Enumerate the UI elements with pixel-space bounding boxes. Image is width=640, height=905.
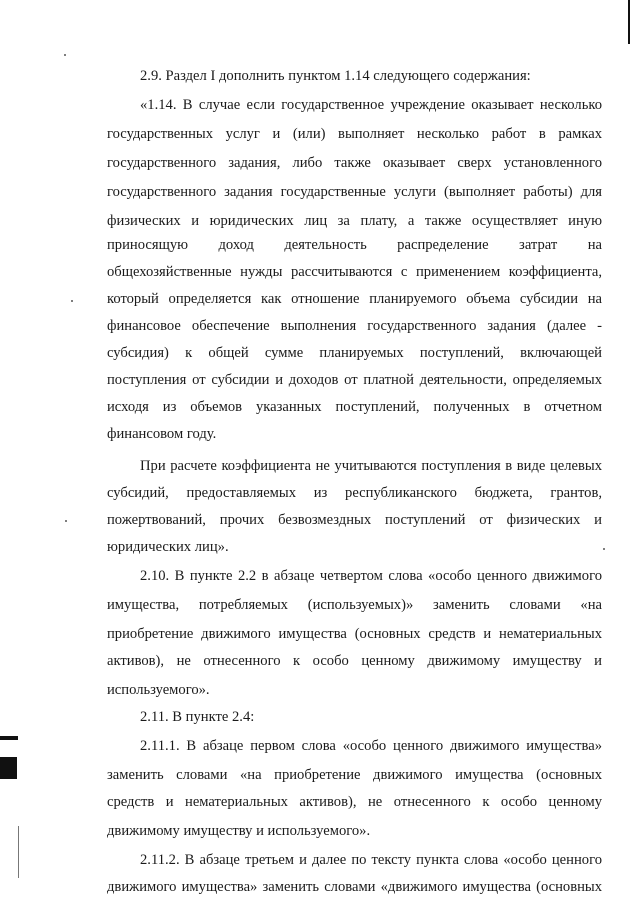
text-line: поступления от субсидии и доходов от платной деятельности, определяемых [107,372,602,388]
text-line: заменить словами «на приобретение движимого имущества (основных [107,767,602,783]
text-line: финансовое обеспечение выполнения государственного задания (далее - [107,318,602,334]
text-line: финансовом году. [107,426,217,442]
text-line: 2.11. В пункте 2.4: [140,709,255,725]
scan-speck [71,300,73,302]
text-line: государственного задания государственные услуги (выполняет работы) для [107,184,602,200]
text-line: имущества, потребляемых (используемых)» заменить словами «на [107,597,602,613]
text-line: который определяется как отношение планируемого объема субсидии на [107,291,602,307]
text-line: средств и нематериальных активов), не отнесенного к особо ценному [107,794,602,810]
text-line: субсидия) к общей сумме планируемых поступлений, включающей [107,345,602,361]
text-line: субсидий, предоставляемых из республиканского бюджета, грантов, [107,485,602,501]
text-line: общехозяйственные нужды рассчитываются с применением коэффициента, [107,264,602,280]
text-line: 2.10. В пункте 2.2 в абзаце четвертом слова «особо ценного движимого [140,568,602,584]
text-line: «1.14. В случае если государственное учреждение оказывает несколько [140,97,602,113]
scan-margin-block [0,757,17,779]
text-line: 2.11.2. В абзаце третьем и далее по тексту пункта слова «особо ценного [140,852,602,868]
text-line: движимому имуществу и используемого». [107,823,371,839]
text-line: государственного задания, либо также оказывает сверх установленного [107,155,602,171]
scan-margin-mark [0,736,18,740]
text-line: приносящую доход деятельность распределение затрат на [107,237,602,253]
text-line: движимого имущества» заменить словами «движимого имущества (основных [107,879,602,895]
text-line: физических и юридических лиц за плату, а также осуществляет иную [107,213,602,229]
scan-edge-line [628,0,630,44]
text-line: пожертвований, прочих безвозмездных поступлений от физических и [107,512,602,528]
text-line: используемого». [107,682,210,698]
text-line: государственных услуг и (или) выполняет несколько работ в рамках [107,126,602,142]
text-line: юридических лиц». [107,539,229,555]
text-line: исходя из объемов указанных поступлений, полученных в отчетном [107,399,602,415]
scan-edge-line [18,826,19,878]
text-line: 2.9. Раздел I дополнить пунктом 1.14 следующего содержания: [140,68,531,84]
text-line: При расчете коэффициента не учитываются поступления в виде целевых [140,458,602,474]
text-line: активов), не отнесенного к особо ценному движимому имуществу и [107,653,602,669]
scan-speck [65,520,67,522]
text-line: приобретение движимого имущества (основных средств и нематериальных [107,626,602,642]
scan-speck [64,54,66,56]
text-line: 2.11.1. В абзаце первом слова «особо ценного движимого имущества» [140,738,602,754]
scan-speck [603,548,605,550]
